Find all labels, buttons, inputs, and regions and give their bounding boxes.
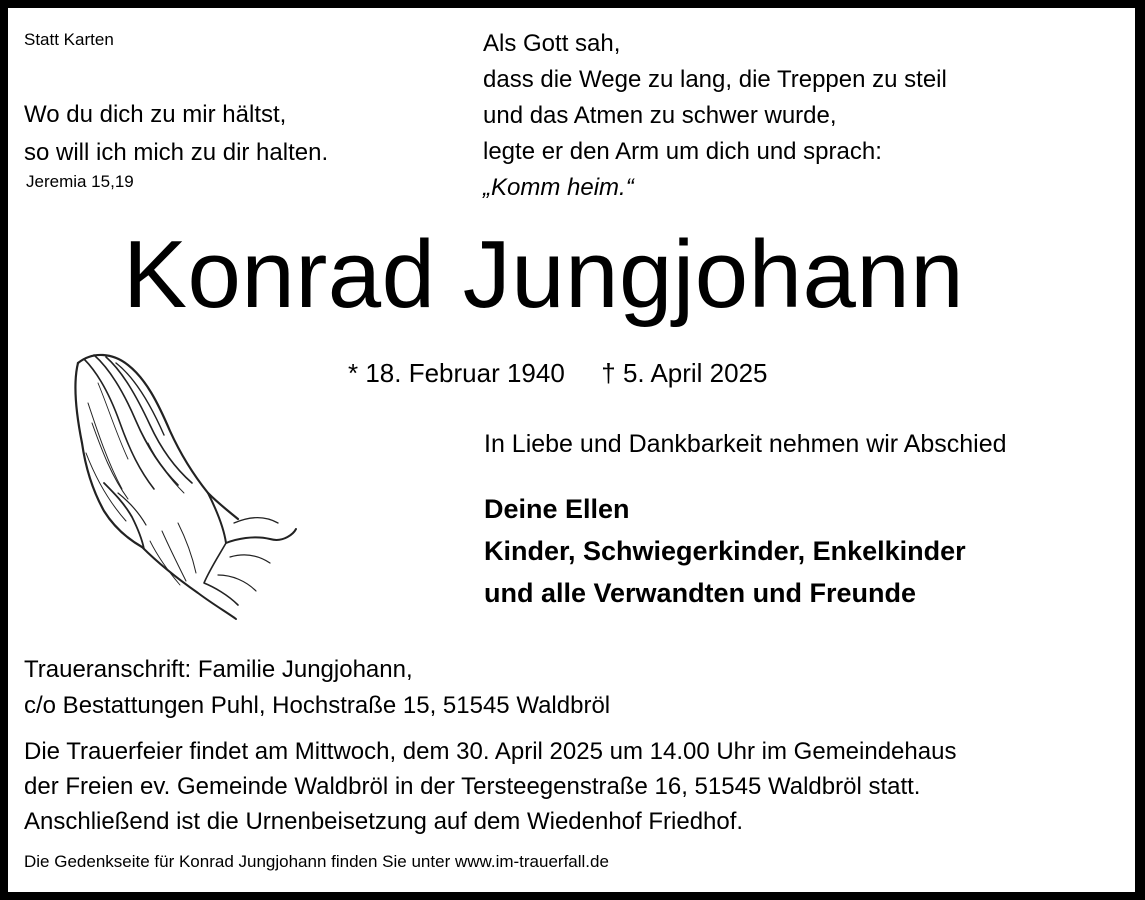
deceased-name: Konrad Jungjohann <box>123 221 965 328</box>
death-date: † 5. April 2025 <box>601 358 768 388</box>
memorial-page-note: Die Gedenkseite für Konrad Jungjohann finden Sie unter www.im-trauerfall.de <box>24 852 609 871</box>
poem-line: Als Gott sah, <box>483 30 621 57</box>
address-line: c/o Bestattungen Puhl, Hochstraße 15, 51545 Waldbröl <box>24 692 611 719</box>
mourner-line: Kinder, Schwiegerkinder, Enkelkinder <box>484 536 966 566</box>
verse-line: so will ich mich zu dir halten. <box>24 139 329 166</box>
mourning-address <box>24 652 610 724</box>
praying-hands-icon <box>58 343 298 623</box>
poem-line: legte er den Arm um dich und sprach: <box>483 138 882 165</box>
statt-karten-label: Statt Karten <box>24 30 114 49</box>
ceremony-line: der Freien ev. Gemeinde Waldbröl in der Tersteegenstraße 16, 51545 Waldbröl statt. <box>24 773 921 800</box>
farewell-text: In Liebe und Dankbarkeit nehmen wir Abschied <box>484 430 1007 458</box>
poem-line: dass die Wege zu lang, die Treppen zu steil <box>483 66 947 93</box>
address-line: Traueranschrift: Familie Jungjohann, <box>24 656 413 683</box>
verse-line: Wo du dich zu mir hältst, <box>24 101 287 128</box>
bible-verse <box>24 96 328 172</box>
verse-source: Jeremia 15,19 <box>26 172 134 191</box>
ceremony-line: Die Trauerfeier findet am Mittwoch, dem 30. April 2025 um 14.00 Uhr im Gemeindehaus <box>24 738 957 765</box>
obituary-notice <box>8 8 1135 892</box>
ceremony-line: Anschließend ist die Urnenbeisetzung auf dem Wiedenhof Friedhof. <box>24 808 744 835</box>
mourner-line: Deine Ellen <box>484 494 630 524</box>
poem <box>483 26 947 206</box>
mourner-line: und alle Verwandten und Freunde <box>484 578 917 608</box>
ceremony-info <box>24 734 956 839</box>
poem-line: und das Atmen zu schwer wurde, <box>483 102 837 129</box>
birth-date: * 18. Februar 1940 <box>348 358 565 388</box>
mourners-list <box>484 488 966 614</box>
life-dates <box>348 358 768 389</box>
poem-quote: „Komm heim.“ <box>483 174 634 201</box>
